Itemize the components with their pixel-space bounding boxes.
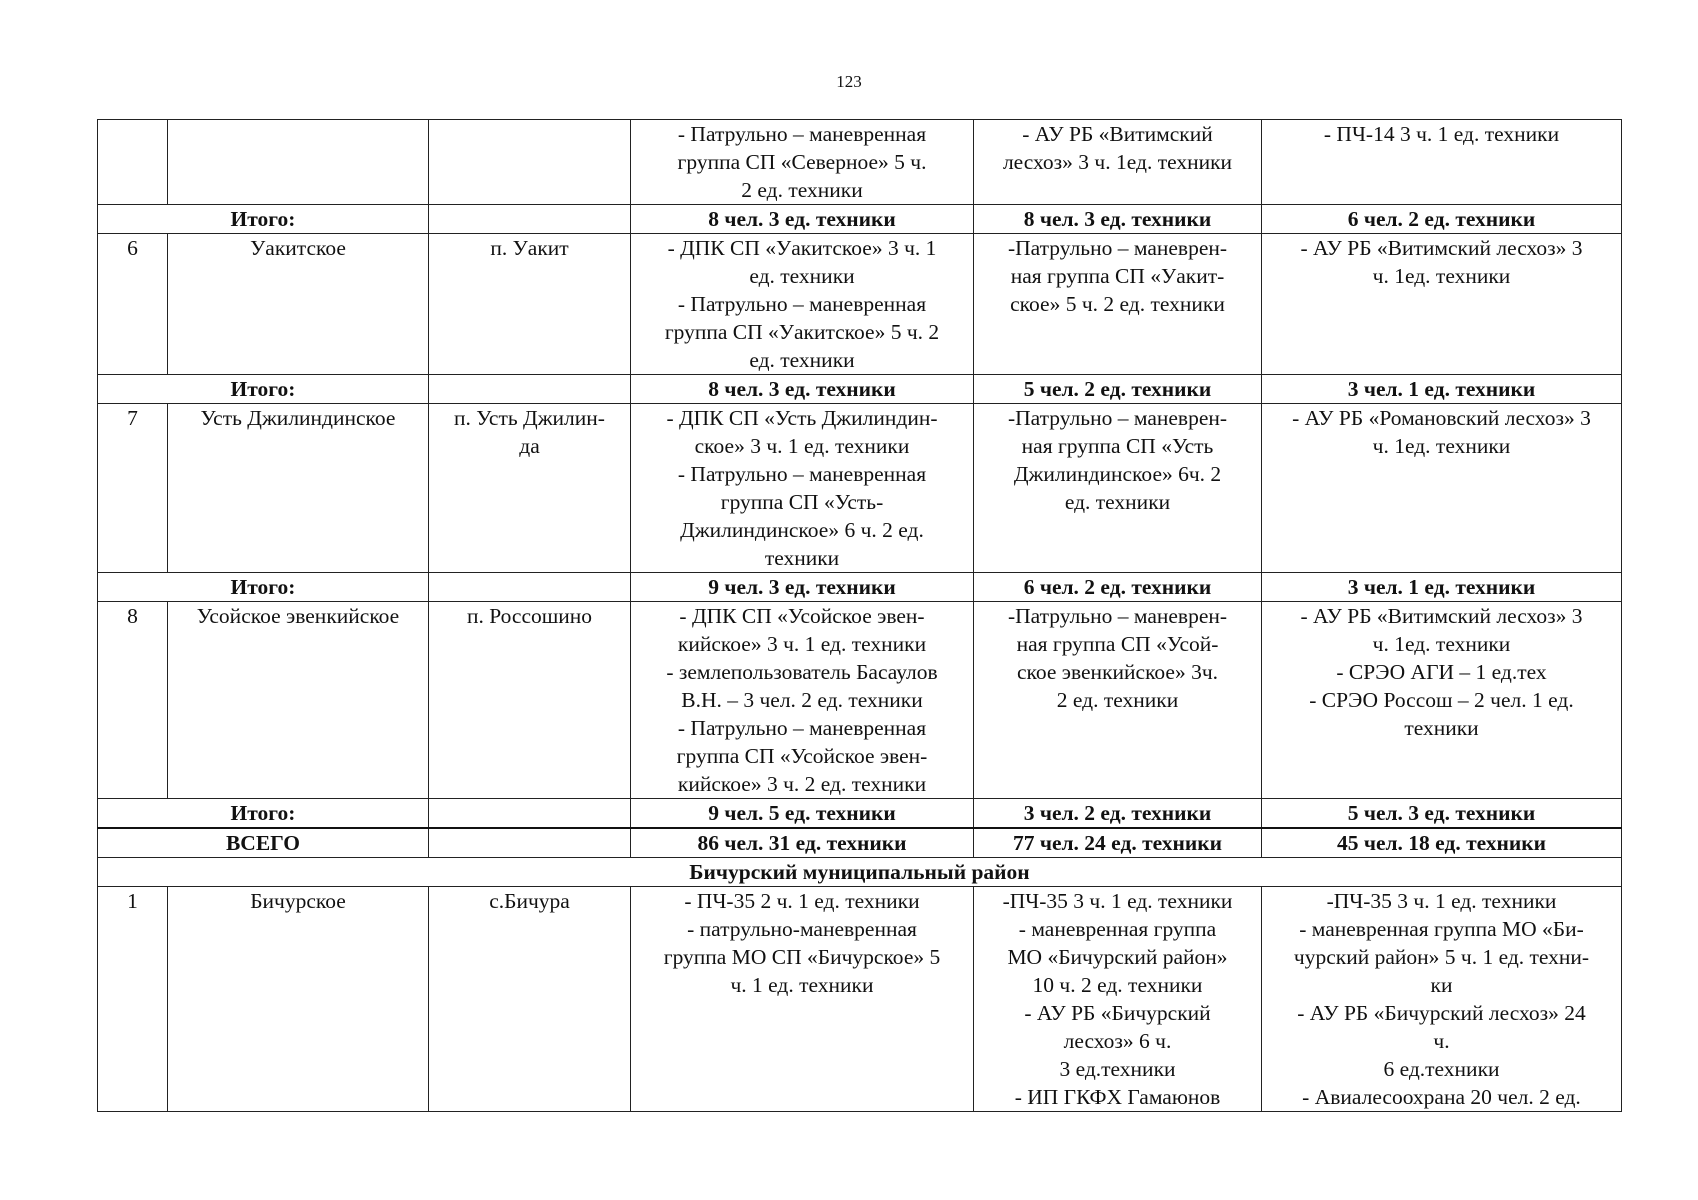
total-forces-2: 8 чел. 3 ед. техники xyxy=(974,205,1262,234)
region-title: Бичурский муниципальный район xyxy=(98,858,1622,887)
cell-settlement xyxy=(168,120,429,205)
table-row xyxy=(98,602,1622,799)
cell-forces-2: -Патрульно – маневрен- ная группа СП «Уакит- ское» 5 ч. 2 ед. техники xyxy=(974,234,1262,375)
cell-place xyxy=(429,120,631,205)
cell-num: 7 xyxy=(98,404,168,573)
total-forces-3: 3 чел. 1 ед. техники xyxy=(1262,375,1622,404)
cell-place xyxy=(429,375,631,404)
total-row xyxy=(98,573,1622,602)
cell-forces-2: -Патрульно – маневрен- ная группа СП «Усой- ское эвенкийское» 3ч. 2 ед. техники xyxy=(974,602,1262,799)
total-forces-2: 6 чел. 2 ед. техники xyxy=(974,573,1262,602)
cell-forces-3: - АУ РБ «Романовский лесхоз» 3 ч. 1ед. техники xyxy=(1262,404,1622,573)
total-forces-3: 3 чел. 1 ед. техники xyxy=(1262,573,1622,602)
table-row xyxy=(98,887,1622,1112)
cell-place xyxy=(429,205,631,234)
total-label: Итого: xyxy=(98,799,429,829)
cell-settlement: Усойское эвенкийское xyxy=(168,602,429,799)
cell-forces-3: - АУ РБ «Витимский лесхоз» 3 ч. 1ед. техники xyxy=(1262,234,1622,375)
cell-forces-3: -ПЧ-35 3 ч. 1 ед. техники - маневренная группа МО «Би- чурский район» 5 ч. 1 ед. техни- ки - АУ РБ «Бичурский лесхоз» 24 ч. 6 ед.техники - Авиалесоохрана 20 чел. 2 ед. xyxy=(1262,887,1622,1112)
total-forces-3: 5 чел. 3 ед. техники xyxy=(1262,799,1622,829)
cell-num: 6 xyxy=(98,234,168,375)
table-row xyxy=(98,120,1622,205)
total-forces-2: 5 чел. 2 ед. техники xyxy=(974,375,1262,404)
cell-forces-1: - ДПК СП «Усть Джилиндин- ское» 3 ч. 1 ед. техники - Патрульно – маневренная группа СП «Усть- Джилиндинское» 6 ч. 2 ед. техники xyxy=(631,404,974,573)
total-label: Итого: xyxy=(98,573,429,602)
page-number: 123 xyxy=(836,72,862,91)
total-forces-1: 8 чел. 3 ед. техники xyxy=(631,205,974,234)
total-label: Итого: xyxy=(98,375,429,404)
grand-total-row xyxy=(98,828,1622,858)
cell-forces-3: - АУ РБ «Витимский лесхоз» 3 ч. 1ед. техники - СРЭО АГИ – 1 ед.тех - СРЭО Россош – 2 чел. 1 ед. техники xyxy=(1262,602,1622,799)
total-forces-2: 3 чел. 2 ед. техники xyxy=(974,799,1262,829)
grand-total-forces-1: 86 чел. 31 ед. техники xyxy=(631,828,974,858)
cell-place: п. Усть Джилин- да xyxy=(429,404,631,573)
cell-forces-2: -Патрульно – маневрен- ная группа СП «Усть Джилиндинское» 6ч. 2 ед. техники xyxy=(974,404,1262,573)
grand-total-forces-2: 77 чел. 24 ед. техники xyxy=(974,828,1262,858)
total-label: Итого: xyxy=(98,205,429,234)
cell-place: п. Уакит xyxy=(429,234,631,375)
cell-place: п. Россошино xyxy=(429,602,631,799)
total-row xyxy=(98,205,1622,234)
cell-forces-1: - ПЧ-35 2 ч. 1 ед. техники - патрульно-маневренная группа МО СП «Бичурское» 5 ч. 1 ед. техники xyxy=(631,887,974,1112)
cell-settlement: Бичурское xyxy=(168,887,429,1112)
cell-forces-3: - ПЧ-14 3 ч. 1 ед. техники xyxy=(1262,120,1622,205)
grand-total-forces-3: 45 чел. 18 ед. техники xyxy=(1262,828,1622,858)
table-row xyxy=(98,404,1622,573)
cell-settlement: Уакитское xyxy=(168,234,429,375)
cell-num xyxy=(98,120,168,205)
total-forces-1: 9 чел. 3 ед. техники xyxy=(631,573,974,602)
cell-num: 8 xyxy=(98,602,168,799)
cell-place xyxy=(429,573,631,602)
cell-place xyxy=(429,799,631,829)
total-forces-3: 6 чел. 2 ед. техники xyxy=(1262,205,1622,234)
region-header-row xyxy=(98,858,1622,887)
total-forces-1: 8 чел. 3 ед. техники xyxy=(631,375,974,404)
cell-forces-1: - ДПК СП «Уакитское» 3 ч. 1 ед. техники - Патрульно – маневренная группа СП «Уакитское» 5 ч. 2 ед. техники xyxy=(631,234,974,375)
cell-forces-1: - Патрульно – маневренная группа СП «Северное» 5 ч. 2 ед. техники xyxy=(631,120,974,205)
cell-settlement: Усть Джилиндинское xyxy=(168,404,429,573)
grand-total-label: ВСЕГО xyxy=(98,828,429,858)
total-row xyxy=(98,375,1622,404)
cell-place xyxy=(429,828,631,858)
total-row xyxy=(98,799,1622,829)
total-forces-1: 9 чел. 5 ед. техники xyxy=(631,799,974,829)
resources-table xyxy=(97,119,1622,1112)
cell-place: с.Бичура xyxy=(429,887,631,1112)
cell-forces-2: -ПЧ-35 3 ч. 1 ед. техники - маневренная группа МО «Бичурский район» 10 ч. 2 ед. техники - АУ РБ «Бичурский лесхоз» 6 ч. 3 ед.техники - ИП ГКФХ Гамаюнов xyxy=(974,887,1262,1112)
table-row xyxy=(98,234,1622,375)
cell-forces-1: - ДПК СП «Усойское эвен- кийское» 3 ч. 1 ед. техники - землепользователь Басаулов В.Н. – 3 чел. 2 ед. техники - Патрульно – маневренная группа СП «Усойское эвен- кийское» 3 ч. 2 ед. техники xyxy=(631,602,974,799)
cell-num: 1 xyxy=(98,887,168,1112)
cell-forces-2: - АУ РБ «Витимский лесхоз» 3 ч. 1ед. техники xyxy=(974,120,1262,205)
